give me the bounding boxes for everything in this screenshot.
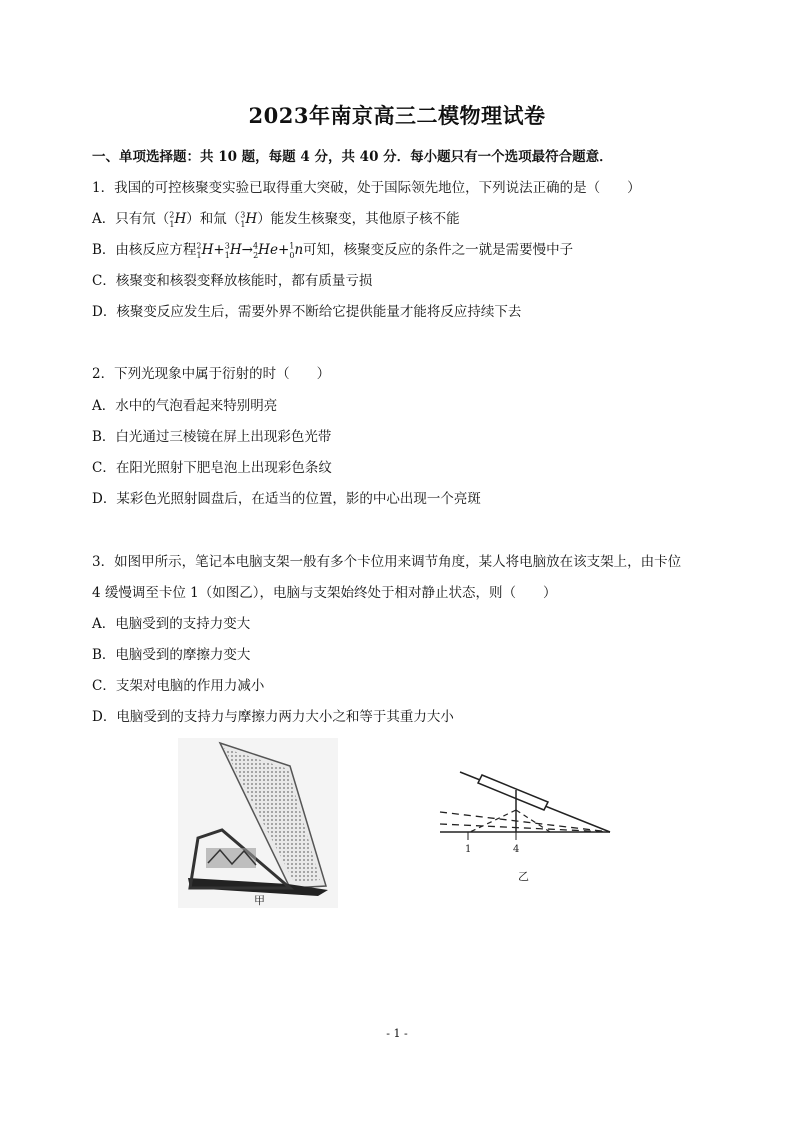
incline-dashed-2 — [440, 824, 610, 832]
q1-option-a-end: ）能发生核聚变，其他原子核不能 — [257, 211, 460, 227]
q1-option-b-prefix: B．由核反应方程 — [92, 242, 197, 258]
figure-jia-laptop-stand — [178, 738, 338, 908]
fusion-equation: $^2_1$H+$^3_1$H→$^4_2$He+$^1_0$n — [196, 241, 304, 260]
q1-option-b — [92, 238, 573, 260]
q2-option-d: D．某彩色光照射圆盘后，在适当的位置，影的中心出现一个亮斑 — [92, 491, 481, 507]
section-header: 一、单项选择题：共 10 题，每题 4 分，共 40 分．每小题只有一个选项最符合题意． — [92, 149, 613, 165]
q1-option-c: C．核聚变和核裂变释放核能时，都有质量亏损 — [92, 273, 373, 289]
figure-yi-schematic — [430, 770, 620, 885]
figure-jia-label: 甲 — [254, 894, 265, 907]
page-number: - 1 - — [386, 1027, 408, 1040]
q2-option-b: B．白光通过三棱镜在屏上出现彩色光带 — [92, 429, 332, 445]
q1-option-a — [92, 207, 460, 229]
q2-option-c: C．在阳光照射下肥皂泡上出现彩色条纹 — [92, 460, 332, 476]
q3-option-b: B．电脑受到的摩擦力变大 — [92, 647, 251, 663]
mark-1: 1 — [465, 844, 472, 855]
q3-stem-line1: 3．如图甲所示，笔记本电脑支架一般有多个卡位用来调节角度，某人将电脑放在该支架上，由卡位 — [92, 554, 682, 570]
q3-option-d: D．电脑受到的支持力与摩擦力两力大小之和等于其重力大小 — [92, 709, 454, 725]
mark-4: 4 — [513, 844, 520, 855]
tritium-symbol: $^3_1$H — [240, 210, 258, 229]
laptop-block — [478, 775, 548, 810]
deuterium-symbol: $^2_1$H — [169, 210, 187, 229]
q1-option-b-suffix: 可知，核聚变反应的条件之一就是需要慢中子 — [303, 242, 574, 258]
q3-option-a: A．电脑受到的支持力变大 — [92, 616, 251, 632]
q3-option-c: C．支架对电脑的作用力减小 — [92, 678, 265, 694]
q2-stem: 2．下列光现象中属于衍射的时（ ） — [92, 366, 331, 382]
q1-option-a-text: A．只有氘（ — [92, 211, 170, 227]
q3-stem-line2: 4 缓慢调至卡位 1（如图乙），电脑与支架始终处于相对静止状态，则（ ） — [92, 585, 557, 601]
q1-stem: 1．我国的可控核聚变实验已取得重大突破，处于国际领先地位，下列说法正确的是（ ） — [92, 180, 641, 196]
page-title: 2023年南京高三二模物理试卷 — [248, 103, 546, 128]
q1-option-a-mid: ）和氚（ — [186, 211, 241, 227]
figure-yi-label: 乙 — [518, 870, 529, 883]
q1-option-d: D．核聚变反应发生后，需要外界不断给它提供能量才能将反应持续下去 — [92, 304, 522, 320]
q2-option-a: A．水中的气泡看起来特别明亮 — [92, 398, 278, 414]
